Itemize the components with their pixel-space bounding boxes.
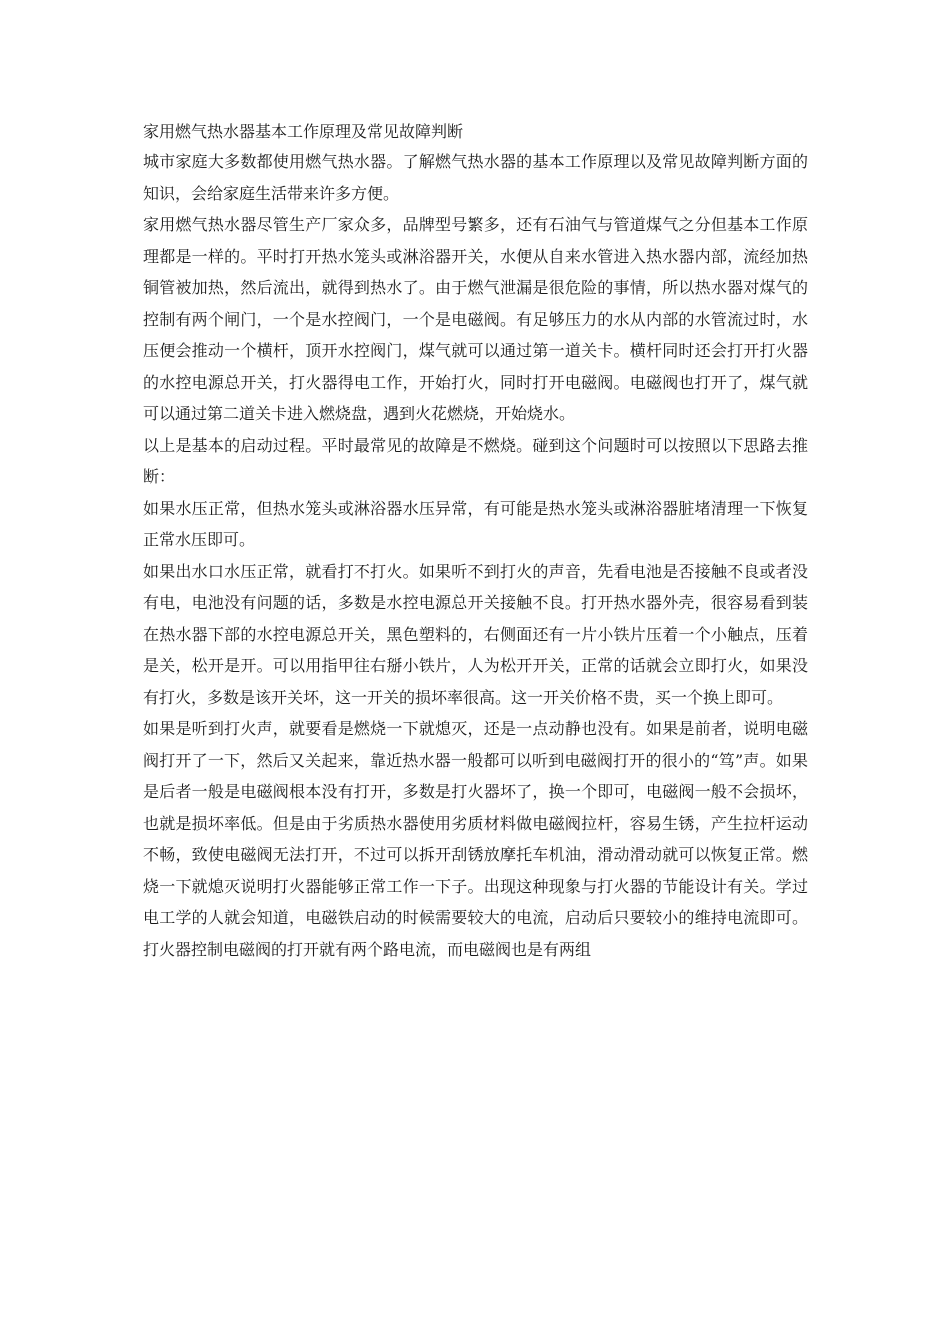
paragraph-intro: 城市家庭大多数都使用燃气热水器。了解燃气热水器的基本工作原理以及常见故障判断方面的知识，会给家庭生活带来许多方便。	[143, 152, 808, 203]
paragraph-working-principle: 家用燃气热水器尽管生产厂家众多，品牌型号繁多，还有石油气与管道煤气之分但基本工作原理都是一样的。平时打开热水笼头或淋浴器开关，水便从自来水管进入热水器内部，流经加热铜管被加热，然后流出，就得到热水了。由于燃气泄漏是很危险的事情，所以热水器对煤气的控制有两个闸门，一个是水控阀门，一个是电磁阀。有足够压力的水从内部的水管流过时，水压便会推动一个横杆，顶开水控阀门，煤气就可以通过第一道关卡。横杆同时还会打开打火器的水控电源总开关，打火器得电工作，开始打火，同时打开电磁阀。电磁阀也打开了，煤气就可以通过第二道关卡进入燃烧盘，遇到火花燃烧，开始烧水。	[143, 215, 808, 423]
paragraph-startup-summary: 以上是基本的启动过程。平时最常见的故障是不燃烧。碰到这个问题时可以按照以下思路去推断：	[143, 435, 808, 486]
paragraph-ignition-check: 如果出水口水压正常，就看打不打火。如果听不到打火的声音，先看电池是否接触不良或者没有电，电池没有问题的话，多数是水控电源总开关接触不良。打开热水器外壳，很容易看到装在热水器下部的水控电源总开关，黑色塑料的，右侧面还有一片小铁片压着一个小触点，压着是关，松开是开。可以用指甲往右掰小铁片，人为松开开关，正常的话就会立即打火，如果没有打火，多数是该开关坏，这一开关的损坏率很高。这一开关价格不贵，买一个换上即可。	[143, 561, 808, 707]
document-title: 家用燃气热水器基本工作原理及常见故障判断	[143, 122, 464, 141]
document-page	[143, 118, 808, 965]
paragraph-solenoid-valve: 如果是听到打火声，就要看是燃烧一下就熄灭，还是一点动静也没有。如果是前者，说明电磁阀打开了一下，然后又关起来，靠近热水器一般都可以听到电磁阀打开的很小的“笃”声。如果是后者一般是电磁阀根本没有打开，多数是打火器坏了，换一个即可，电磁阀一般不会损坏，也就是损坏率低。但是由于劣质热水器使用劣质材料做电磁阀拉杆，容易生锈，产生拉杆运动不畅，致使电磁阀无法打开，不过可以拆开刮锈放摩托车机油，滑动滑动就可以恢复正常。燃烧一下就熄灭说明打火器能够正常工作一下子。出现这种现象与打火器的节能设计有关。学过电工学的人就会知道，电磁铁启动的时候需要较大的电流，启动后只要较小的维持电流即可。打火器控制电磁阀的打开就有两个路电流，而电磁阀也是有两组	[143, 719, 808, 959]
paragraph-water-pressure: 如果水压正常，但热水笼头或淋浴器水压异常，有可能是热水笼头或淋浴器脏堵清理一下恢复正常水压即可。	[143, 498, 808, 549]
